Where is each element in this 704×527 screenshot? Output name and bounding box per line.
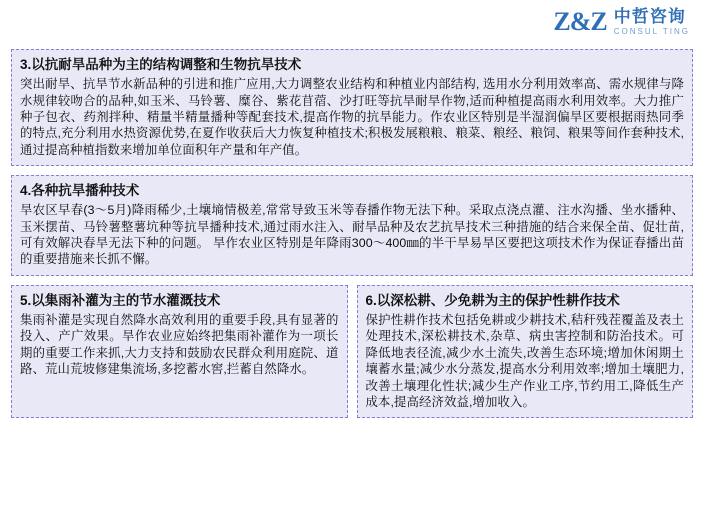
section-block-5 xyxy=(11,285,348,418)
section-body: 旱农区早春(3～5月)降雨稀少,土壤墒情极差,常常导致玉米等春播作物无法下种。采取点浇点灌、注水沟播、坐水播种、玉米摆苗、马铃薯整薯坑种等抗旱播种技术,通过雨水注入、耐旱品种及农艺抗旱技术三种措施的结合来保全苗、促壮苗,可有效解决春旱无法下种的问题。 旱作农业区特别是年降雨300～400㎜的半干旱易旱区要把这项技术作为保证春播出苗的重要措施来长抓不懈。 xyxy=(20,203,684,267)
section-title: 3.以抗耐旱品种为主的结构调整和生物抗旱技术 xyxy=(20,57,302,72)
bottom-row xyxy=(11,285,693,418)
content-area xyxy=(11,49,693,418)
section-block-6 xyxy=(357,285,694,418)
section-title: 4.各种抗旱播种技术 xyxy=(20,183,140,199)
section-body: 突出耐旱、抗旱节水新品种的引进和推广应用,大力调整农业结构和种植业内部结构, 选用水分利用效率高、需水规律与降水规律较吻合的品种,如玉米、马铃薯、糜谷、紫花苜蓿、沙打旺等抗旱耐旱作物,适而种植提高雨水利用效率。大力推广种子包衣、药剂拌种、精量半精量播种等配套技术,提高作物的抗旱能力。作农业区特别是半湿润偏旱区要根据雨热同季的特点,充分利用水热资源优势,在夏作收获后大力恢复种植技术;积极发展粮粮、粮菜、粮经、粮饲、粮果等间作套种技术,通过提高种植指数来增加单位面积年产量和年产值。 xyxy=(20,77,684,157)
company-logo xyxy=(553,8,690,36)
logo-mark: Z&Z xyxy=(553,7,607,37)
section-title: 6.以深松耕、少免耕为主的保护性耕作技术 xyxy=(365,292,620,308)
section-title: 5.以集雨补灌为主的节水灌溉技术 xyxy=(20,292,221,308)
logo-name-cn: 中哲咨询 xyxy=(613,7,686,26)
section-block-4 xyxy=(11,175,693,276)
logo-text xyxy=(614,8,690,36)
section-block-3 xyxy=(11,49,693,166)
section-body: 集雨补灌是实现自然降水高效利用的重要手段,具有显著的投入、产广效果。旱作农业应始终把集雨补灌作为一项长期的重要工作来抓,大力支持和鼓励农民群众利用庭院、道路、荒山荒坡修建集流场,多挖蓄水窖,拦蓄自然降水。 xyxy=(20,313,339,377)
logo-name-en: CONSUL TING xyxy=(613,26,690,36)
section-body: 保护性耕作技术包括免耕或少耕技术,秸秆残茬覆盖及表土处理技术,深松耕技术,杂草、病虫害控制和防治技术。可降低地表径流,减少水土流失,改善生态环境;增加休闲期土壤蓄水量;减少水分蒸发,提高水分利用效率;增加土壤肥力,改善土壤理化性状;减少生产作业工序,节约用工,降低生产成本,提高经济效益,增加收入。 xyxy=(365,313,684,409)
